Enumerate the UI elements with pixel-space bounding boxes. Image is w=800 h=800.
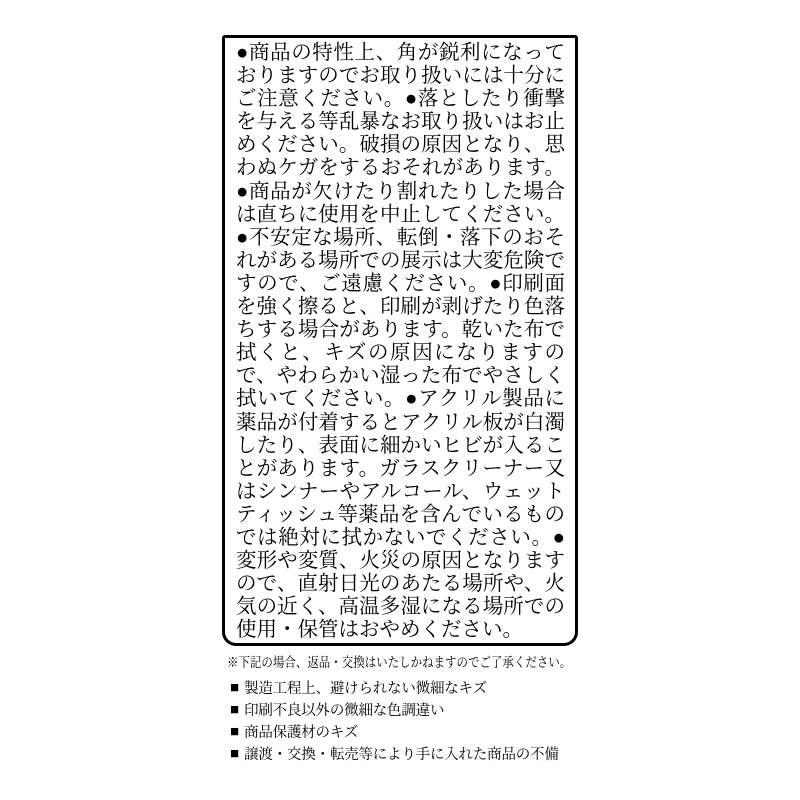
exclusion-item-label: 印刷不良以外の微細な色調違い [244,702,445,719]
exclusion-item [230,742,559,764]
warning-box [222,35,578,646]
square-bullet-icon: ■ [230,678,240,696]
exclusion-item [230,698,559,720]
square-bullet-icon: ■ [230,744,240,762]
exclusion-item [230,720,559,742]
exclusion-item [230,676,559,698]
exclusion-item-label: 譲渡・交換・転売等により手に入れた商品の不備 [244,746,559,763]
warning-body-text: ●商品の特性上、角が鋭利になっておりますのでお取り扱いには十分にご注意ください。●落としたり衝撃を与える等乱暴なお取り扱いはお止めください。破損の原因となり、思わぬケガをするおそれがあります。●商品が欠けたり割れたりした場合は直ちに使用を中止してください。●不安定な場所、転倒・落下のおそれがある場所での展示は大変危険ですので、ご遠慮ください。●印刷面を強く擦ると、印刷が剥げたり色落ちする場合があります。乾いた布で拭くと、キズの原因になりますので、やわらかい湿った布でやさしく拭いてください。●アクリル製品に薬品が付着するとアクリル板が白濁したり、表面に細かいヒビが入ることがあります。ガラスクリーナー又はシンナーやアルコール、ウェットティッシュ等薬品を含んでいるものでは絶対に拭かないでください。●変形や変質、火災の原因となりますので、直射日光のあたる場所や、火気の近く、高温多湿になる場所での使用・保管はおやめください。 [236,41,565,642]
square-bullet-icon: ■ [230,700,240,718]
exclusion-item-label: 製造工程上、避けられない微細なキズ [244,680,487,697]
exclusion-item-label: 商品保護材のキズ [244,724,359,741]
exclusion-list [230,676,559,764]
returns-note: ※下記の場合、返品・交換はいたしかねますのでご了承ください。 [227,655,572,670]
square-bullet-icon: ■ [230,722,240,740]
